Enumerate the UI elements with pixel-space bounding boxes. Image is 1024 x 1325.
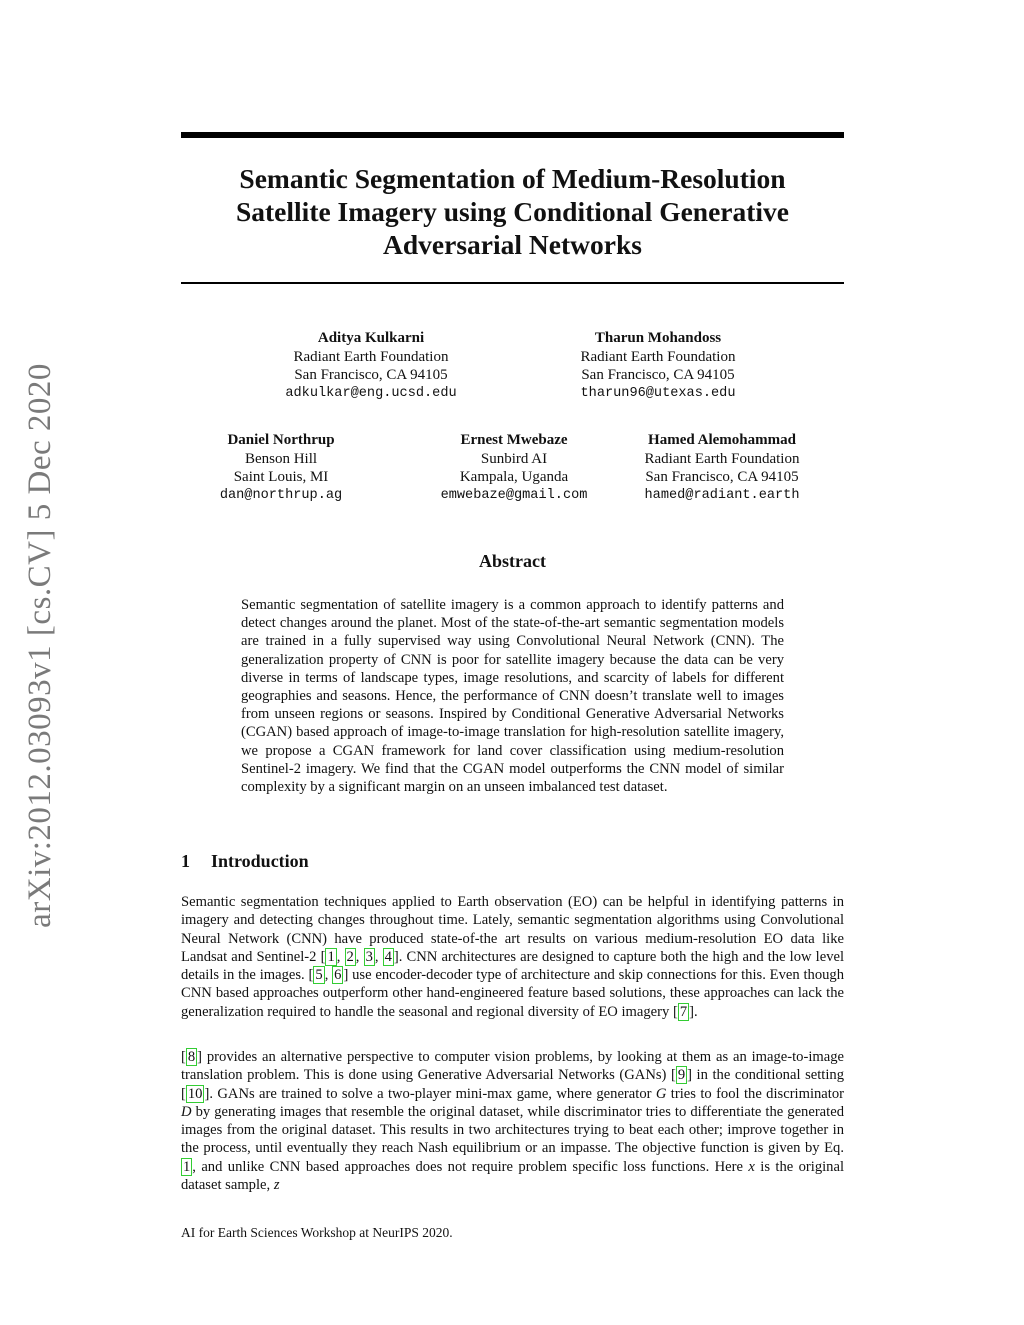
paragraph-text: is the original dataset sample, (181, 1158, 844, 1193)
author-name: Daniel Northrup (227, 432, 335, 448)
paragraph-text: ]. CNN architectures are designed to capture both the high and the low level details in the images. [ (181, 948, 845, 983)
title-line: Adversarial Networks (383, 229, 642, 260)
paragraph-text: [ (181, 1049, 186, 1065)
abstract-text: Semantic segmentation of satellite imagery is a common approach to identify patterns and detect changes around the planet. Most of the state-of-the-art semantic segmentation models are trained in a fully supervised way using Convolutional Neural Network (CNN). The generalization property of CNN is poor for satellite imagery because the data can be very diverse in terms of landscape types, image resolutions, and scarcity of labels for different geographies and seasons. Hence, the performance of CNN doesn’t translate well to images from unseen regions or seasons. Inspired by Conditional Generative Adversarial Networks (CGAN) based approach of image-to-image translation for high-resolution satellite imagery, we propose a CGAN framework for land cover classification using medium-resolution Sentinel-2 imagery. We find that the CGAN model outperforms the CNN model of similar complexity by a significant margin on an unseen imbalanced test dataset. (241, 597, 784, 796)
author-affiliation: Radiant Earth Foundation (293, 348, 449, 365)
citation-link[interactable]: 9 (677, 1067, 686, 1084)
arxiv-identifier: arXiv:2012.03093v1 [cs.CV] 5 Dec 2020 (21, 362, 58, 928)
author-name: Ernest Mwebaze (460, 432, 568, 448)
author-location: Kampala, Uganda (459, 469, 569, 485)
author-name: Hamed Alemohammad (648, 432, 796, 448)
author-email[interactable]: emwebaze@gmail.com (440, 487, 588, 503)
author-email[interactable]: dan@northrup.ag (219, 487, 343, 503)
citation-link[interactable]: 4 (384, 948, 392, 965)
paragraph-text: ] provides an alternative perspective to computer vision problems, by looking at them as an image-to-image translation problem. This is done using Generative Adversarial Networks (GANs) [ (181, 1049, 844, 1084)
paragraph-text: ]. (689, 1003, 698, 1020)
citation-link[interactable]: 2 (346, 948, 354, 965)
citation-link[interactable]: 1 (327, 948, 335, 965)
author-name: Aditya Kulkarni (317, 330, 425, 346)
paragraph-text: tries to fool the discriminator (666, 1085, 844, 1102)
author-location: San Francisco, CA 94105 (294, 367, 448, 383)
citation-link[interactable]: 5 (315, 967, 323, 983)
paragraph-text: ] use encoder-decoder type of architecture and skip connections for this. Even though CNN based approaches outperform other hand-engineered feature based solutions, these approaches can lack the generalization required to handle the seasonal and regional diversity of EO imagery [ (181, 967, 845, 1020)
intro-paragraph (181, 1048, 844, 1194)
equation-link[interactable]: 1 (183, 1158, 191, 1175)
author-email[interactable]: adkulkar@eng.ucsd.edu (285, 385, 457, 401)
citation-separator: , (336, 948, 345, 965)
section-title: Introduction (211, 851, 309, 871)
math-variable: G (655, 1085, 667, 1102)
math-variable: z (273, 1176, 280, 1193)
abstract-heading: Abstract (479, 551, 546, 571)
paragraph-text: , and unlike CNN based approaches does not require problem specific loss functions. Here (192, 1158, 749, 1175)
title-top-rule (181, 132, 844, 138)
paragraph-text: ] in the conditional setting [ (181, 1067, 844, 1102)
citation-link[interactable]: 10 (187, 1085, 203, 1102)
paragraph-text: Semantic segmentation techniques applied to Earth observation (EO) can be helpful in identifying patterns in imagery and detecting changes throughout time. Lately, semantic segmentation algorithms using Convolutional Neural Network (CNN) have produced state-of-the art results on various medium-resolution EO data like Landsat and Sentinel-2 [ (181, 894, 844, 965)
title-line: Semantic Segmentation of Medium-Resolution (239, 163, 786, 194)
paper-title (181, 162, 844, 261)
arxiv-identifier-sidebar (20, 355, 60, 935)
title-line: Satellite Imagery using Conditional Generative (235, 196, 790, 227)
math-variable: D (181, 1103, 192, 1120)
author-block (271, 329, 471, 403)
author-affiliation: Sunbird AI (480, 450, 548, 467)
citation-link[interactable]: 7 (679, 1003, 688, 1020)
paragraph-text: by generating images that resemble the original dataset, while discriminator tries to differentiate the generated images from the original dataset. This results in two architectures trying to beat each other; improve together in the process, until eventually they reach Nash equilibrium or an impasse. The objective function is given by Eq. (181, 1103, 844, 1157)
author-affiliation: Radiant Earth Foundation (644, 450, 800, 467)
author-location: San Francisco, CA 94105 (645, 469, 799, 485)
title-bottom-rule (181, 282, 844, 284)
author-email[interactable]: hamed@radiant.earth (644, 487, 800, 503)
author-block (558, 329, 758, 403)
section-heading (181, 851, 309, 872)
citation-separator: , (324, 967, 333, 983)
citation-separator: , (374, 948, 383, 965)
author-affiliation: Benson Hill (244, 450, 318, 467)
paragraph-text: ]. GANs are trained to solve a two-player mini-max game, where generator (204, 1085, 656, 1102)
citation-link[interactable]: 6 (334, 967, 342, 983)
author-block (191, 431, 371, 505)
math-variable: x (748, 1158, 755, 1175)
author-block (424, 431, 604, 505)
author-location: San Francisco, CA 94105 (581, 367, 735, 383)
author-block (627, 431, 817, 505)
citation-link[interactable]: 3 (365, 948, 373, 965)
author-location: Saint Louis, MI (233, 469, 329, 485)
citation-separator: , (355, 948, 364, 965)
footnote: AI for Earth Sciences Workshop at NeurIPS 2020. (181, 1225, 453, 1240)
intro-paragraph (181, 893, 844, 1021)
citation-link[interactable]: 8 (187, 1049, 196, 1065)
author-email[interactable]: tharun96@utexas.edu (580, 385, 736, 401)
section-number: 1 (181, 851, 190, 871)
author-name: Tharun Mohandoss (594, 330, 722, 346)
author-affiliation: Radiant Earth Foundation (580, 348, 736, 365)
